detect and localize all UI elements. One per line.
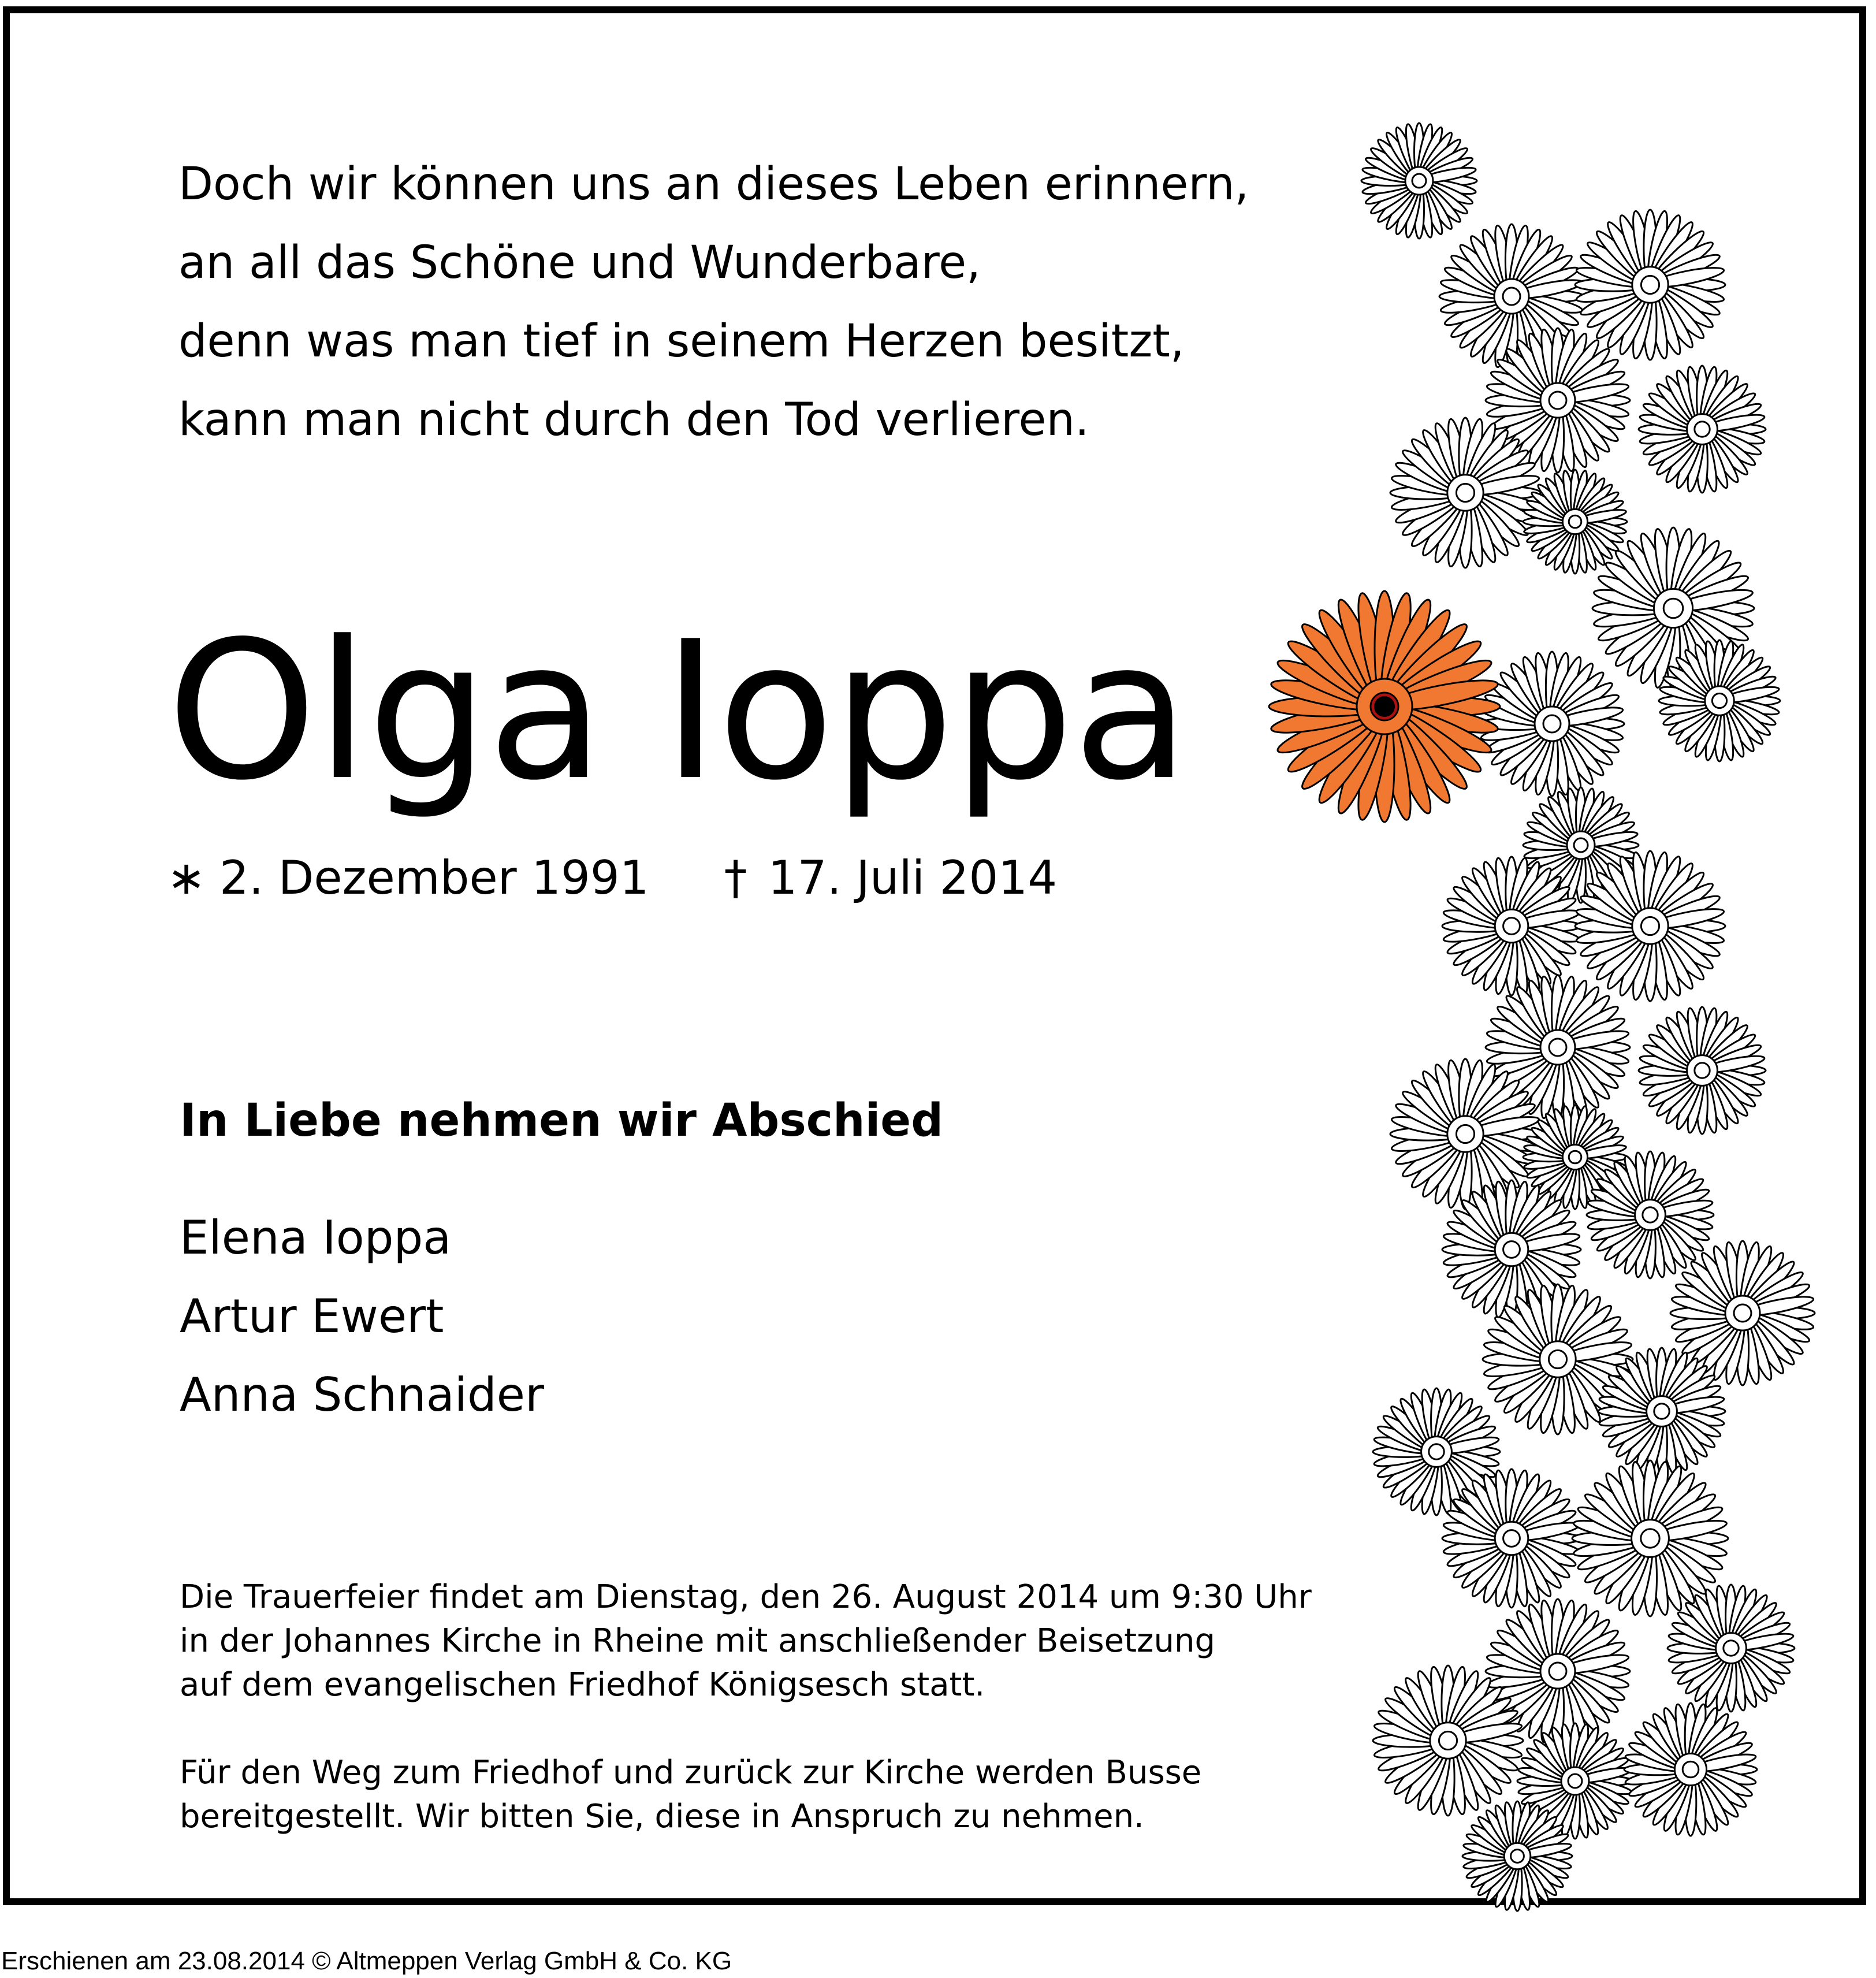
bus-line: Für den Weg zum Friedhof und zurück zur Kirche werden Busse: [180, 1754, 1202, 1791]
bus-line: bereitgestellt. Wir bitten Sie, diese in Anspruch zu nehmen.: [180, 1798, 1144, 1835]
flower-icon: [1639, 1007, 1766, 1134]
poem-line: Doch wir können uns an dieses Leben erinnern,: [178, 158, 1249, 210]
farewell-heading: In Liebe nehmen wir Abschied: [180, 1095, 944, 1147]
flower-icon: [1373, 1665, 1523, 1816]
mourners-list: [180, 1199, 544, 1434]
flower-icon: [1667, 1585, 1795, 1712]
flower-icon: [1598, 1348, 1725, 1475]
mourner-name: Anna Schnaider: [180, 1368, 544, 1422]
death-date: 17. Juli 2014: [768, 851, 1058, 905]
birth-date: 2. Dezember 1991: [219, 851, 649, 905]
publication-footer: Erschienen am 23.08.2014 © Altmeppen Verlag GmbH & Co. KG: [1, 1947, 732, 1975]
notice-frame: [3, 6, 1866, 1905]
flower-icon: [1587, 1151, 1714, 1278]
poem: [178, 145, 1249, 459]
poem-line: an all das Schöne und Wunderbare,: [178, 237, 981, 289]
flower-icon: [1480, 652, 1624, 796]
flower-icon: [1624, 1703, 1757, 1836]
flower-icon: [1462, 1801, 1572, 1911]
flower-icon: [1575, 210, 1725, 360]
funeral-line: Die Trauerfeier findet am Dienstag, den 26. August 2014 um 9:30 Uhr: [180, 1578, 1312, 1616]
mourner-name: Elena Ioppa: [180, 1211, 452, 1265]
flower-icon: [1523, 470, 1627, 574]
flower-icon: [1390, 418, 1540, 568]
flower-icon: [1390, 1059, 1540, 1209]
funeral-line: auf dem evangelischen Friedhof Königsesch statt.: [180, 1666, 985, 1704]
birth-star-icon: ∗: [167, 851, 206, 905]
poem-line: denn was man tief in seinem Herzen besitzt,: [178, 315, 1185, 367]
orange-flower-center: [1374, 696, 1395, 717]
life-dates: [167, 846, 1057, 910]
flower-icon: [1575, 851, 1725, 1001]
death-cross-icon: †: [724, 851, 747, 905]
flower-icon: [1442, 857, 1581, 995]
funeral-details: [180, 1575, 1312, 1707]
deceased-name: Olga Ioppa: [167, 600, 1189, 822]
flower-icon: [1442, 1469, 1581, 1608]
flower-column-decoration: [1252, 117, 1852, 1914]
flower-icon: [1572, 1460, 1728, 1616]
flower-icon: [1659, 640, 1780, 761]
poem-line: kann man nicht durch den Tod verlieren.: [178, 394, 1089, 446]
funeral-line: in der Johannes Kirche in Rheine mit anschließender Beisetzung: [180, 1622, 1215, 1660]
flower-icon: [1361, 123, 1477, 239]
flower-icon: [1639, 366, 1766, 493]
mourner-name: Artur Ewert: [180, 1289, 444, 1343]
bus-note: [180, 1751, 1201, 1839]
